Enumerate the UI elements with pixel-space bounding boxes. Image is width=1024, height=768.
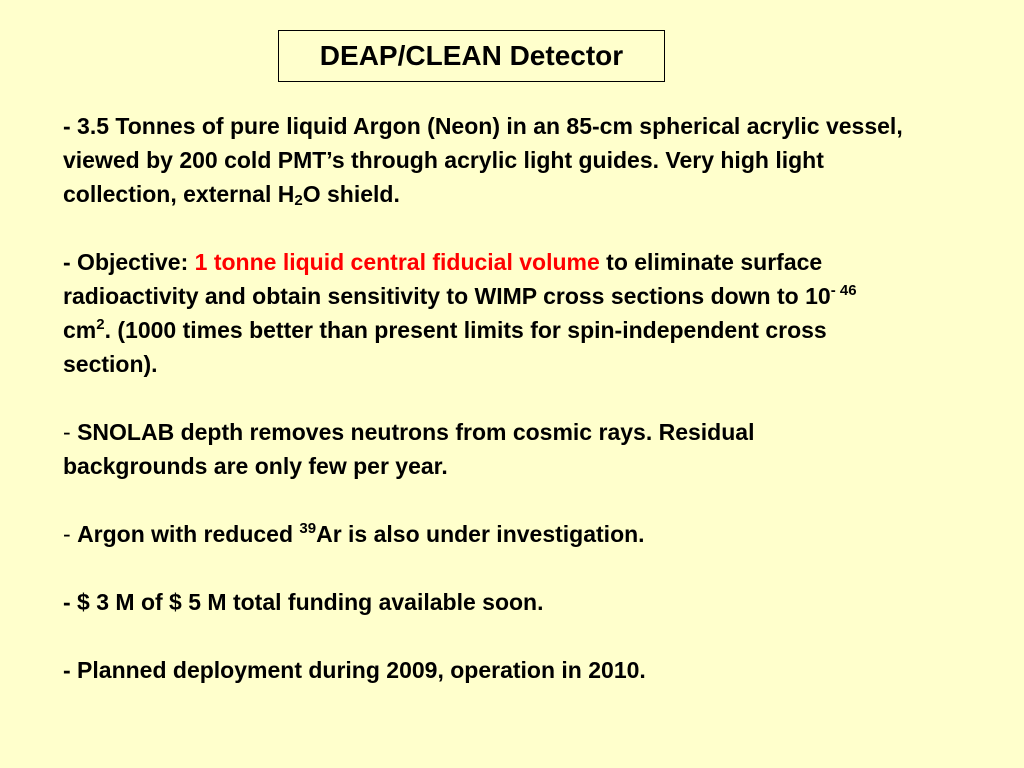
bullet-argon <box>63 517 903 551</box>
bullet-text-end: . (1000 times better than present limits for spin-independent cross section). <box>63 317 827 377</box>
superscript-exponent: - 46 <box>830 282 857 299</box>
bullet-text: to eliminate surface radioactivity and obtain sensitivity to WIMP cross sections down to 10 <box>63 249 831 309</box>
bullet-objective <box>63 245 903 381</box>
bullet-prefix: - Objective: <box>63 249 195 275</box>
bullet-detector-description <box>63 109 903 211</box>
bullet-text: SNOLAB depth removes neutrons from cosmic rays. Residual backgrounds are only few per year. <box>63 419 755 479</box>
bullet-text-unit: cm <box>63 317 97 343</box>
bullet-text-end: Ar is also under investigation. <box>316 521 645 547</box>
bullet-deployment <box>63 653 903 687</box>
bullet-dash: - <box>63 419 78 445</box>
bullet-text: Argon with reduced <box>77 521 300 547</box>
bullet-text: - Planned deployment during 2009, operation in 2010. <box>63 657 646 683</box>
bullet-funding <box>63 585 903 619</box>
bullet-text-end: O shield. <box>302 181 400 207</box>
highlight-text: 1 tonne liquid central fiducial volume <box>194 249 600 275</box>
superscript-isotope: 39 <box>299 520 317 537</box>
bullet-text: - $ 3 M of $ 5 M total funding available soon. <box>63 589 544 615</box>
slide-title: DEAP/CLEAN Detector <box>319 40 624 71</box>
slide-body <box>63 109 903 687</box>
bullet-snolab <box>63 415 903 483</box>
title-box <box>278 30 665 82</box>
superscript-square: 2 <box>96 316 105 333</box>
bullet-text: - 3.5 Tonnes of pure liquid Argon (Neon) in an 85-cm spherical acrylic vessel, viewed by 200 cold PMT’s through acrylic light guides. Very high light collection, external H <box>63 113 903 207</box>
bullet-dash: - <box>63 521 78 547</box>
subscript: 2 <box>294 192 303 209</box>
